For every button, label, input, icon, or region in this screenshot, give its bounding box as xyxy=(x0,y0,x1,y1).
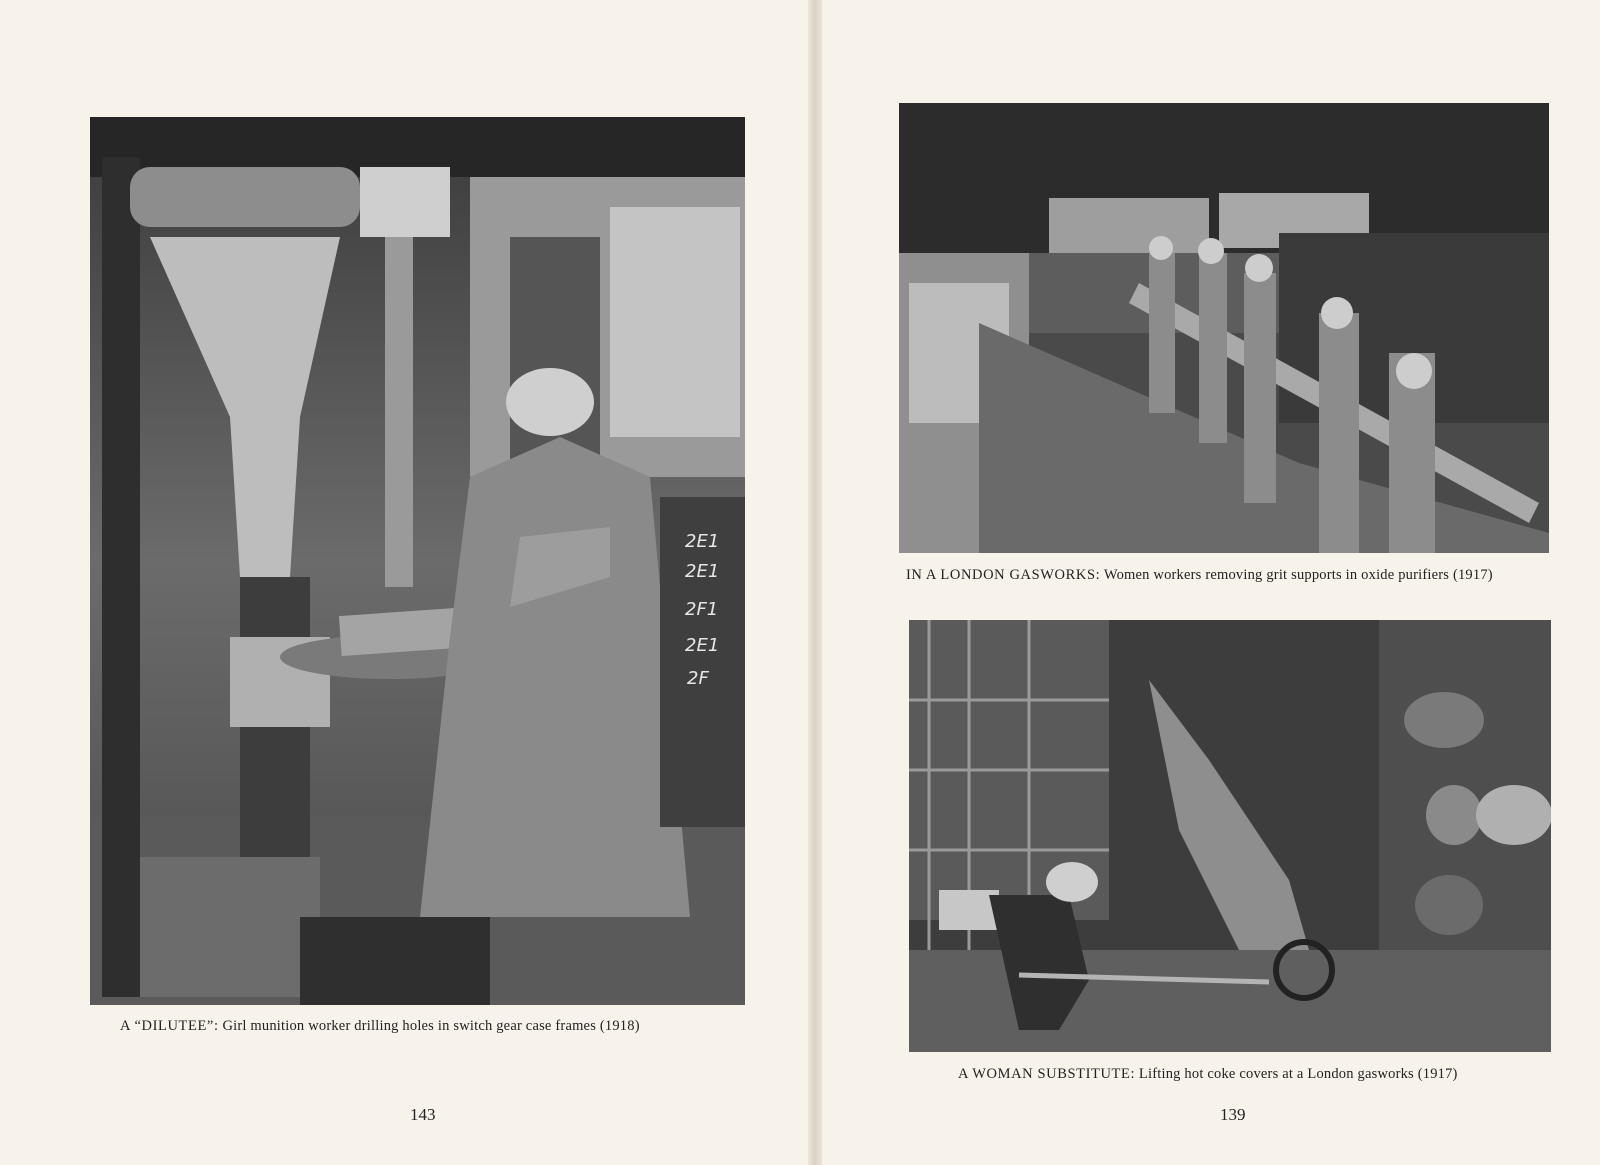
page-number: 139 xyxy=(1220,1105,1246,1124)
book-gutter xyxy=(808,0,822,1165)
bin-label: 2E1 xyxy=(685,531,720,552)
caption-lead: A “DILUTEE”: xyxy=(120,1018,219,1034)
right-page xyxy=(822,0,1600,1165)
caption-lead: A WOMAN SUBSTITUTE: xyxy=(958,1066,1136,1082)
page-number: 143 xyxy=(410,1105,436,1124)
bin-label: 2E1 xyxy=(685,561,720,582)
caption-text: Women workers removing grit supports in oxide purifiers (1917) xyxy=(1103,567,1493,583)
caption-lead: IN A LONDON GASWORKS: xyxy=(906,567,1101,583)
caption-text: Lifting hot coke covers at a London gasworks (1917) xyxy=(1138,1066,1458,1082)
bin-label: 2E1 xyxy=(685,635,720,656)
drill-press-photo xyxy=(90,117,745,1005)
bin-label: 2F xyxy=(687,668,709,689)
gasworks-purifier-photo xyxy=(899,103,1549,553)
caption-text: Girl munition worker drilling holes in switch gear case frames (1918) xyxy=(222,1018,640,1034)
bottom-caption xyxy=(958,1066,1458,1083)
bin-label: 2F1 xyxy=(685,599,719,620)
top-caption xyxy=(906,567,1493,584)
coke-oven-photo xyxy=(909,620,1551,1052)
left-caption xyxy=(120,1018,640,1035)
